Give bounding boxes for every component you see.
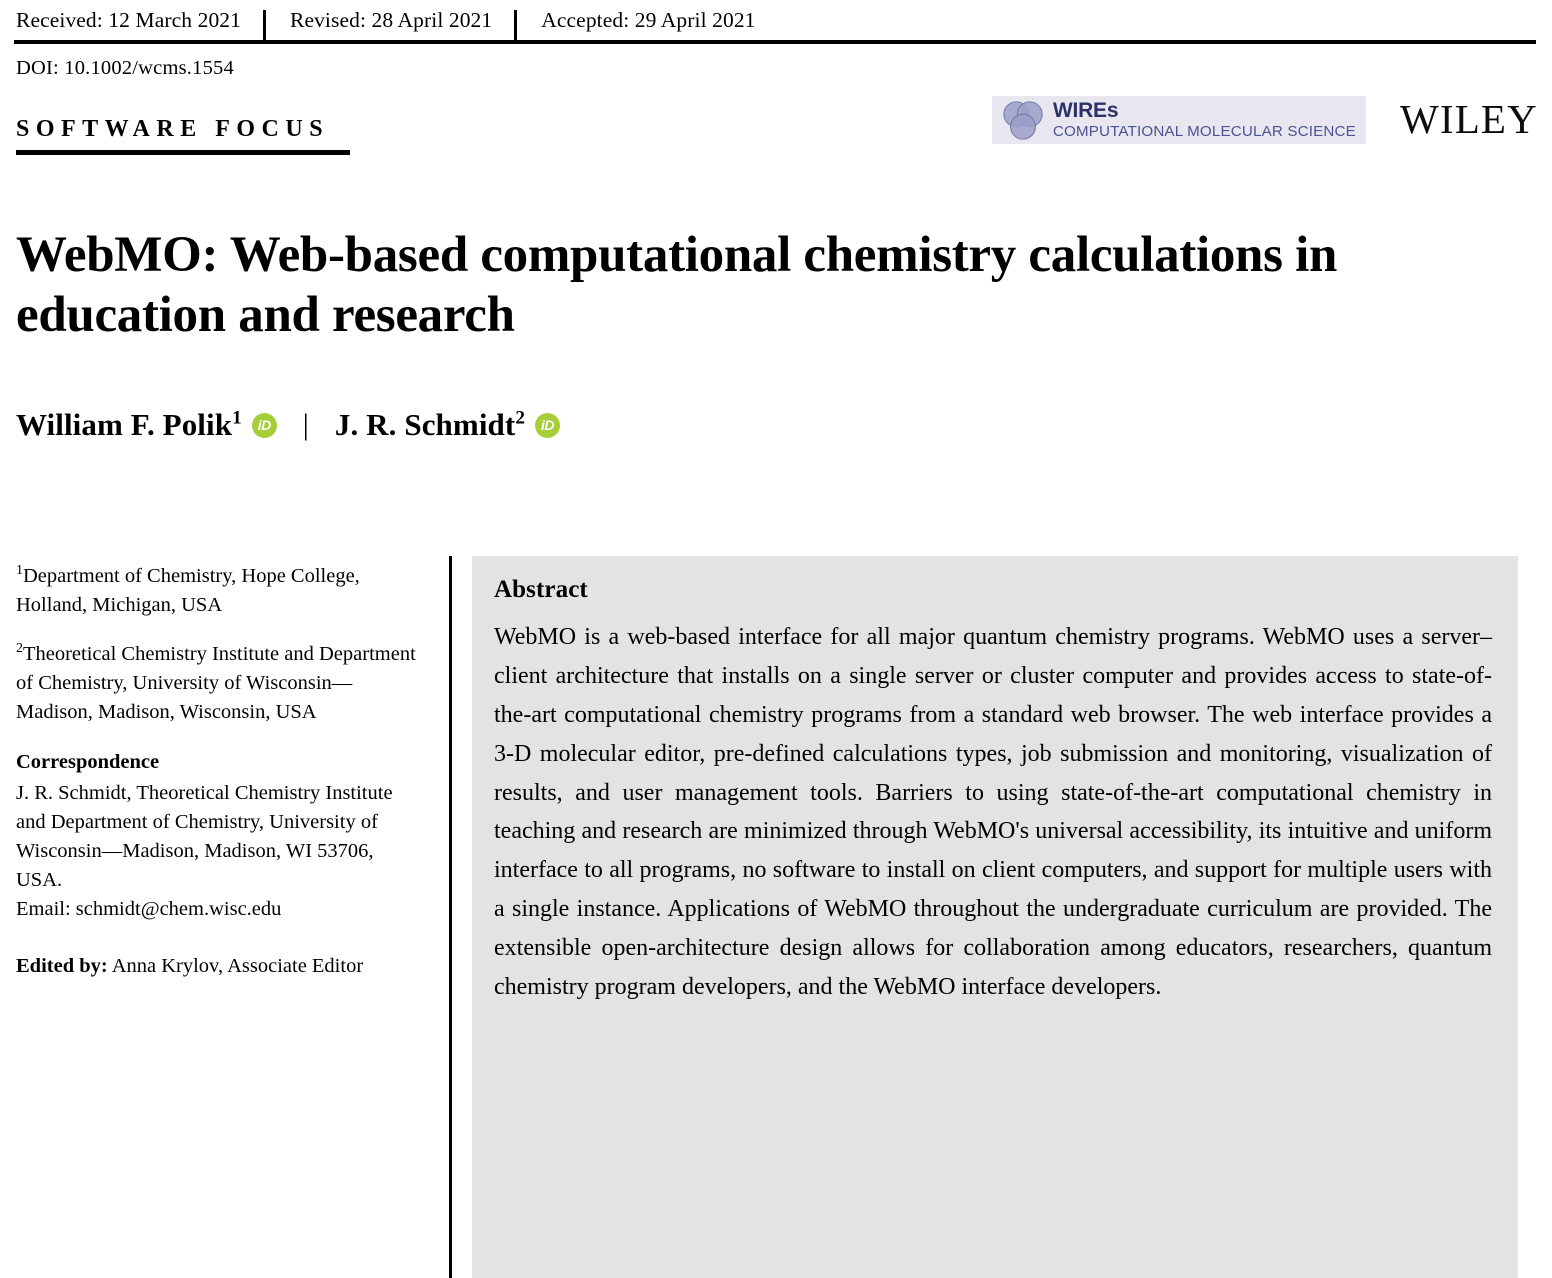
page-title: WebMO: Web-based computational chemistry calculations in education and research [16,227,1338,344]
author-list [16,407,1552,443]
revised-date: Revised: 28 April 2021 [263,10,514,41]
affiliation-2 [16,640,423,727]
author-2 [335,407,525,443]
edited-by-label: Edited by: [16,955,108,978]
correspondence-email[interactable]: Email: schmidt@chem.wisc.edu [16,898,282,921]
author-2-affiliation-marker: 2 [515,408,526,430]
orcid-icon-author-1[interactable]: iD [252,413,277,438]
kicker-underline-rule [16,150,350,155]
orcid-icon-author-2[interactable]: iD [535,413,560,438]
accepted-date: Accepted: 29 April 2021 [514,10,777,41]
abstract-heading: Abstract [494,576,588,603]
author-1-name: William F. Polik [16,407,233,443]
edited-by-value: Anna Krylov, Associate Editor [107,955,364,978]
section-kicker [16,116,350,155]
correspondence-text: J. R. Schmidt, Theoretical Chemistry Institute and Department of Chemistry, University of Wisconsin—Madison, Madison, WI 53706, USA. [16,781,393,891]
journal-branding [992,96,1538,144]
author-1 [16,407,242,443]
correspondence-block [16,748,423,925]
affiliation-2-marker: 2 [16,641,23,657]
affiliation-2-text: Theoretical Chemistry Institute and Department of Chemistry, University of Wisconsin—Madison, Madison, Wisconsin, USA [16,643,416,724]
doi-line[interactable]: DOI: 10.1002/wcms.1554 [16,57,234,79]
wires-logo [992,96,1366,144]
wires-wordmark [1053,100,1356,139]
affiliation-1-marker: 1 [16,563,23,579]
author-2-name: J. R. Schmidt [334,407,516,443]
publication-dates-bar [14,0,1536,44]
received-date: Received: 12 March 2021 [16,7,241,32]
venn-circles-icon [1000,97,1046,143]
wires-subtitle: COMPUTATIONAL MOLECULAR SCIENCE [1052,123,1356,141]
author-separator: | [302,408,309,442]
affiliation-1-text: Department of Chemistry, Hope College, Holland, Michigan, USA [16,565,360,617]
wires-title: WIREs [1052,99,1119,123]
metadata-column [0,556,452,1278]
author-1-affiliation-marker: 1 [232,408,242,430]
section-kicker-label: SOFTWARE FOCUS [16,116,330,142]
wiley-logo: WILEY [1399,95,1538,142]
abstract-text: WebMO is a web-based interface for all major quantum chemistry programs. WebMO uses a server–client architecture that installs on a single server or cluster computer and provides access to state-of-the-art computational chemistry programs from a standard web browser. The web interface provides a 3-D molecular editor, pre-defined calculations types, job submission and monitoring, visualization of results, and user management tools. Barriers to using state-of-the-art computational chemistry in teaching and research are minimized through WebMO's universal accessibility, its intuitive and uniform interface to all programs, no software to install on client computers, and support for multiple users with a single instance. Applications of WebMO throughout the undergraduate curriculum are provided. The extensible open-architecture design allows for collaboration among educators, researchers, quantum chemistry program developers, and the WebMO interface developers. [494,624,1492,1000]
edited-by [16,952,423,981]
abstract-column [452,556,1552,1278]
abstract-box [472,556,1518,1278]
article-body-columns [0,556,1552,1278]
correspondence-label: Correspondence [16,750,160,773]
affiliation-1 [16,562,423,620]
